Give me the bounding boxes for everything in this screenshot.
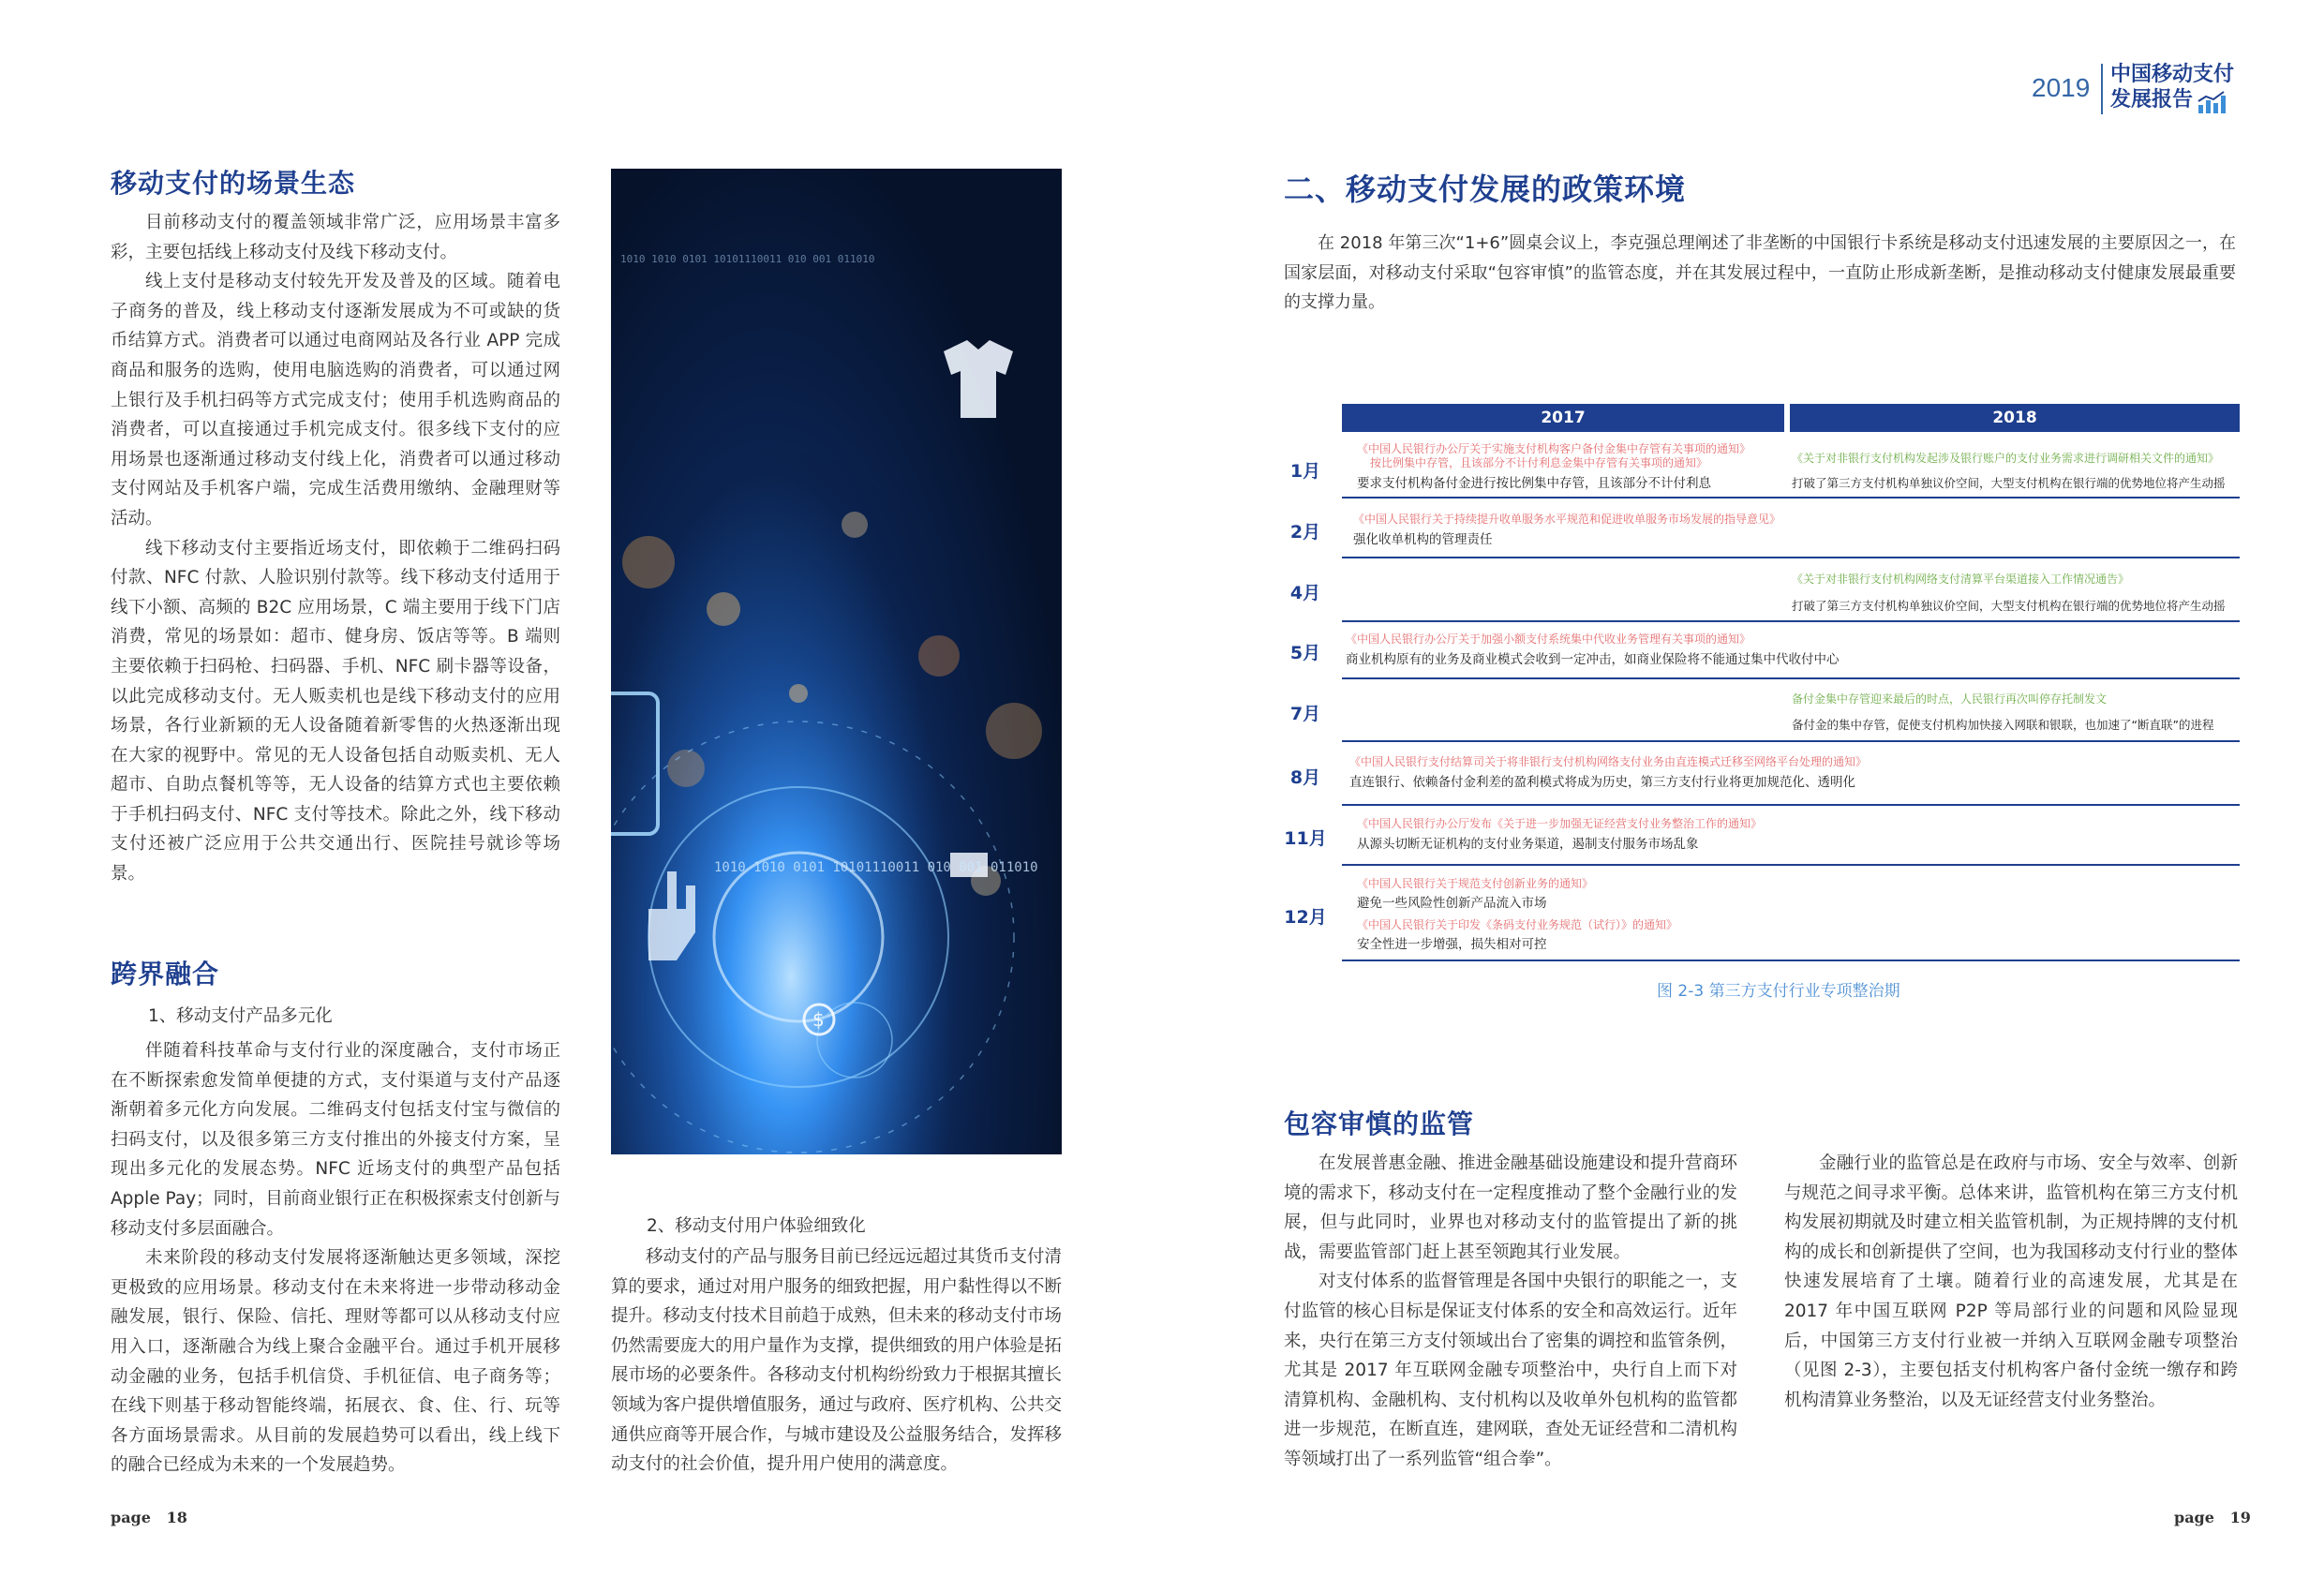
chapter-title-policy: 二、移动支付发展的政策环境 <box>1284 171 1687 207</box>
timeline-policy-2017: 《中国人民银行办公厅关于实施支付机构客户备付金集中存管有关事项的通知》 <box>1357 442 1751 455</box>
subheading-product-diversification: 1、移动支付产品多元化 <box>148 1006 333 1026</box>
paragraph: 移动支付的产品与服务目前已经远远超过其货币支付清算的要求，通过对用户服务的细致把握，用户黏性得以不断提升。移动支付技术目前趋于成熟，但未来的移动支付市场仍然需要庞大的用户量作为支撑，提供细致的用户体验是拓展市场的必要条件。各移动支付机构纷纷致力于根据其擅长领域为客户提供增值服务，通过与政府、医疗机构、公共交通供应商等开展合作，与城市建设及公益服务结合，发挥移动支付的社会价值，提升用户使用的满意度。 <box>611 1247 1063 1475</box>
timeline-divider <box>1342 497 2240 498</box>
timeline-effect-2017: 商业机构原有的业务及商业模式会收到一定冲击，如商业保险将不能通过集中代收付中心 <box>1346 652 1840 667</box>
timeline-policy-2017: 《中国人民银行关于持续提升收单服务水平规范和促进收单服务市场发展的指导意见》 <box>1353 513 1781 526</box>
timeline-policy-2017: 《中国人民银行办公厅关于加强小额支付系统集中代收业务管理有关事项的通知》 <box>1346 632 1751 646</box>
bar-chart-icon <box>2197 90 2227 114</box>
inclusive-regulation-col2 <box>1784 1149 2238 1415</box>
page-number-left <box>111 1509 187 1526</box>
timeline-policy-2017: 《中国人民银行办公厅发布《关于进一步加强无证经营支付业务整治工作的通知》 <box>1357 817 1763 830</box>
paragraph: 线下移动支付主要指近场支付，即依赖于二维码扫码付款、NFC 付款、人脸识别付款等。线下移动支付适用于线下小额、高频的 B2C 应用场景，C 端主要用于线下门店消费，常见的场景如：超市、健身房、饭店等等。B 端则主要依赖于扫码枪、扫码器、手机、NFC 刷卡器等设备，以此完成移动支付。无人贩卖机也是线下移动支付的应用场景，各行业新颖的无人设备随着新零售的火热逐渐出现在大家的视野中。常见的无人设备包括自动贩卖机、无人超市、自助点餐机等等，无人设备的结算方式也主要依赖于手机扫码支付、NFC 支付等技术。除此之外，线下移动支付还被广泛应用于公共交通出行、医院挂号就诊等场景。 <box>111 538 560 885</box>
paragraph: 在发展普惠金融、推进金融基础设施建设和提升营商环境的需求下，移动支付在一定程度推动了整个金融行业的发展，但与此同时，业界也对移动支付的监管提出了新的挑战，需要监管部门赶上甚至领跑其行业发展。 <box>1284 1153 1737 1262</box>
page-number: 19 <box>2229 1509 2251 1526</box>
figure-caption: 图 2-3 第三方支付行业专项整治期 <box>1657 982 1900 1001</box>
section-title-inclusive-regulation: 包容审慎的监管 <box>1284 1108 1475 1139</box>
timeline-divider <box>1342 864 2240 866</box>
policy-intro <box>1284 229 2236 318</box>
logo-year: 2019 <box>2032 73 2091 102</box>
timeline-effect-2017: 直连银行、依赖备付金利差的盈利模式将成为历史，第三方支付行业将更加规范化、透明化 <box>1349 775 1855 790</box>
paragraph: 在 2018 年第三次“1+6”圆桌会议上，李克强总理阐述了非垄断的中国银行卡系统是移动支付迅速发展的主要原因之一，在国家层面，对移动支付采取“包容审慎”的监管态度，并在其发展过程中，一直防止形成新垄断，是推动移动支付健康发展最重要的支撑力量。 <box>1284 233 2236 313</box>
timeline-policy-2017: 《中国人民银行支付结算司关于将非银行支付机构网络支付业务由直连模式迁移至网络平台处理的通知》 <box>1349 755 1868 768</box>
timeline-policy-2018: 《关于对非银行支付机构发起涉及银行账户的支付业务需求进行调研相关文件的通知》 <box>1792 452 2220 465</box>
page-number-right <box>2174 1509 2251 1526</box>
timeline-effect-2018: 备付金的集中存管，促使支付机构加快接入网联和银联，也加速了“断直联”的进程 <box>1792 718 2214 732</box>
section-title-cross-border: 跨界融合 <box>111 959 220 989</box>
photo-illustration <box>611 169 1062 1154</box>
timeline-divider <box>1342 620 2240 622</box>
paragraph: 对支付体系的监督管理是各国中央银行的职能之一，支付监管的核心目标是保证支付体系的安全和高效运行。近年来，央行在第三方支付领域出台了密集的调控和监管条例，尤其是 2017 年互联网金融专项整治中，央行自上而下对清算机构、金融机构、支付机构以及收单外包机构的监管都进一步规范，在断直连，建网联，查处无证经营和二清机构等领域打出了一系列监管“组合拳”。 <box>1284 1272 1737 1469</box>
timeline-divider <box>1342 740 2240 742</box>
logo-title-line2: 发展报告 <box>2110 88 2194 112</box>
page-number: 18 <box>166 1509 187 1526</box>
timeline-policy-2017: 《中国人民银行关于印发《条码支付业务规范（试行）》的通知》 <box>1357 918 1678 931</box>
timeline-policy-2018: 《关于对非银行支付机构网络支付清算平台渠道接入工作情况通告》 <box>1792 573 2130 586</box>
cross-border-body <box>111 1036 560 1480</box>
binary-text: 1010 1010 0101 10101110011 010 001 011010 <box>620 253 875 265</box>
timeline-month: 1月 <box>1289 461 1321 482</box>
svg-text:$: $ <box>812 1008 825 1031</box>
timeline-header-2017: 2017 <box>1342 404 1784 432</box>
paragraph: 目前移动支付的覆盖领域非常广泛，应用场景丰富多彩，主要包括线上移动支付及线下移动支付。 <box>111 213 560 262</box>
timeline-effect-2017: 安全性进一步增强，损失相对可控 <box>1357 937 1547 952</box>
timeline-month: 5月 <box>1289 643 1321 663</box>
paragraph: 金融行业的监管总是在政府与市场、安全与效率、创新与规范之间寻求平衡。总体来讲，监管机构在第三方支付机构发展初期就及时建立相关监管机制，为正规持牌的支付机构的成长和创新提供了空间，也为我国移动支付行业的整体快速发展培育了土壤。随着行业的高速发展，尤其是在 2017 年中国互联网 P2P 等局部行业的问题和风险显现后，中国第三方支付行业被一并纳入互联网金融专项整治（见图 2-3），主要包括支付机构客户备付金统一缴存和跨机构清算业务整治，以及无证经营支付业务整治。 <box>1784 1153 2238 1410</box>
paragraph: 线上支付是移动支付较先开发及普及的区域。随着电子商务的普及，线上移动支付逐渐发展成为不可或缺的货币结算方式。消费者可以通过电商网站及各行业 APP 完成商品和服务的选购，使用电脑选购的消费者，可以通过网上银行及手机扫码等方式完成支付；使用手机选购商品的消费者，可以直接通过手机完成支付。很多线下支付的应用场景也逐渐通过移动支付线上化，消费者可以通过移动支付网站及手机客户端，完成生活费用缴纳、金融理财等活动。 <box>111 272 560 528</box>
logo-title-line1: 中国移动支付 <box>2110 63 2235 86</box>
timeline-month: 2月 <box>1289 522 1321 543</box>
subheading-user-experience: 2、移动支付用户体验细致化 <box>647 1216 866 1236</box>
timeline-divider <box>1342 677 2240 679</box>
mobile-payment-photo <box>611 169 1062 1154</box>
timeline-effect-2017: 从源头切断无证机构的支付业务渠道，遏制支付服务市场乱象 <box>1357 837 1699 852</box>
paragraph: 未来阶段的移动支付发展将逐渐触达更多领域，深挖更极致的应用场景。移动支付在未来将进一步带动移动金融发展，银行、保险、信托、理财等都可以从移动支付应用入口，逐渐融合为线上聚合金融平台。通过手机开展移动金融的业务，包括手机信贷、手机征信、电子商务等；在线下则基于移动智能终端，拓展衣、食、住、行、玩等各方面场景需求。从目前的发展趋势可以看出，线上线下的融合已经成为未来的一个发展趋势。 <box>111 1248 560 1476</box>
scene-ecology-body <box>111 208 560 889</box>
timeline-effect-2017: 避免一些风险性创新产品流入市场 <box>1357 896 1547 911</box>
report-logo <box>2032 62 2257 118</box>
user-experience-body <box>611 1242 1062 1480</box>
timeline-effect-2017: 要求支付机构备付金进行按比例集中存管，且该部分不计付利息 <box>1357 476 1711 491</box>
timeline-header-2018: 2018 <box>1790 404 2240 432</box>
timeline-divider <box>1342 557 2240 558</box>
page-label: page <box>2174 1509 2214 1526</box>
page-label: page <box>111 1509 151 1526</box>
timeline-month: 7月 <box>1289 704 1321 724</box>
section-title-scene-ecology: 移动支付的场景生态 <box>111 168 356 199</box>
binary-text: 1010 1010 0101 10101110011 010 001 011010 <box>714 860 1038 875</box>
paragraph: 伴随着科技革命与支付行业的深度融合，支付市场正在不断探索愈发简单便捷的方式，支付渠道与支付产品逐渐朝着多元化方向发展。二维码支付包括支付宝与微信的扫码支付，以及很多第三方支付推出的外接支付方案，呈现出多元化的发展态势。NFC 近场支付的典型产品包括 Apple Pay；同时，目前商业银行正在积极探索支付创新与移动支付多层面融合。 <box>111 1041 560 1239</box>
timeline-month: 4月 <box>1289 583 1321 603</box>
timeline-divider <box>1342 804 2240 806</box>
timeline-effect-2018: 打破了第三方支付机构单独议价空间，大型支付机构在银行端的优势地位将产生动摇 <box>1792 476 2226 490</box>
timeline-divider <box>1342 960 2240 961</box>
timeline-effect-2018: 打破了第三方支付机构单独议价空间，大型支付机构在银行端的优势地位将产生动摇 <box>1792 599 2226 613</box>
timeline-policy-2018: 备付金集中存管迎来最后的时点，人民银行再次叫停存托制发文 <box>1792 692 2108 706</box>
logo-divider <box>2101 64 2103 114</box>
timeline-effect-2017: 强化收单机构的管理责任 <box>1353 532 1493 547</box>
timeline-month: 12月 <box>1284 907 1327 928</box>
timeline-month: 11月 <box>1284 828 1327 849</box>
timeline-month: 8月 <box>1289 767 1321 788</box>
inclusive-regulation-col1 <box>1284 1149 1737 1475</box>
timeline-policy-2017: 《中国人民银行关于规范支付创新业务的通知》 <box>1357 877 1594 890</box>
timeline-policy-2017: 按比例集中存管，且该部分不计付利息金集中存管有关事项的通知》 <box>1370 456 1708 469</box>
